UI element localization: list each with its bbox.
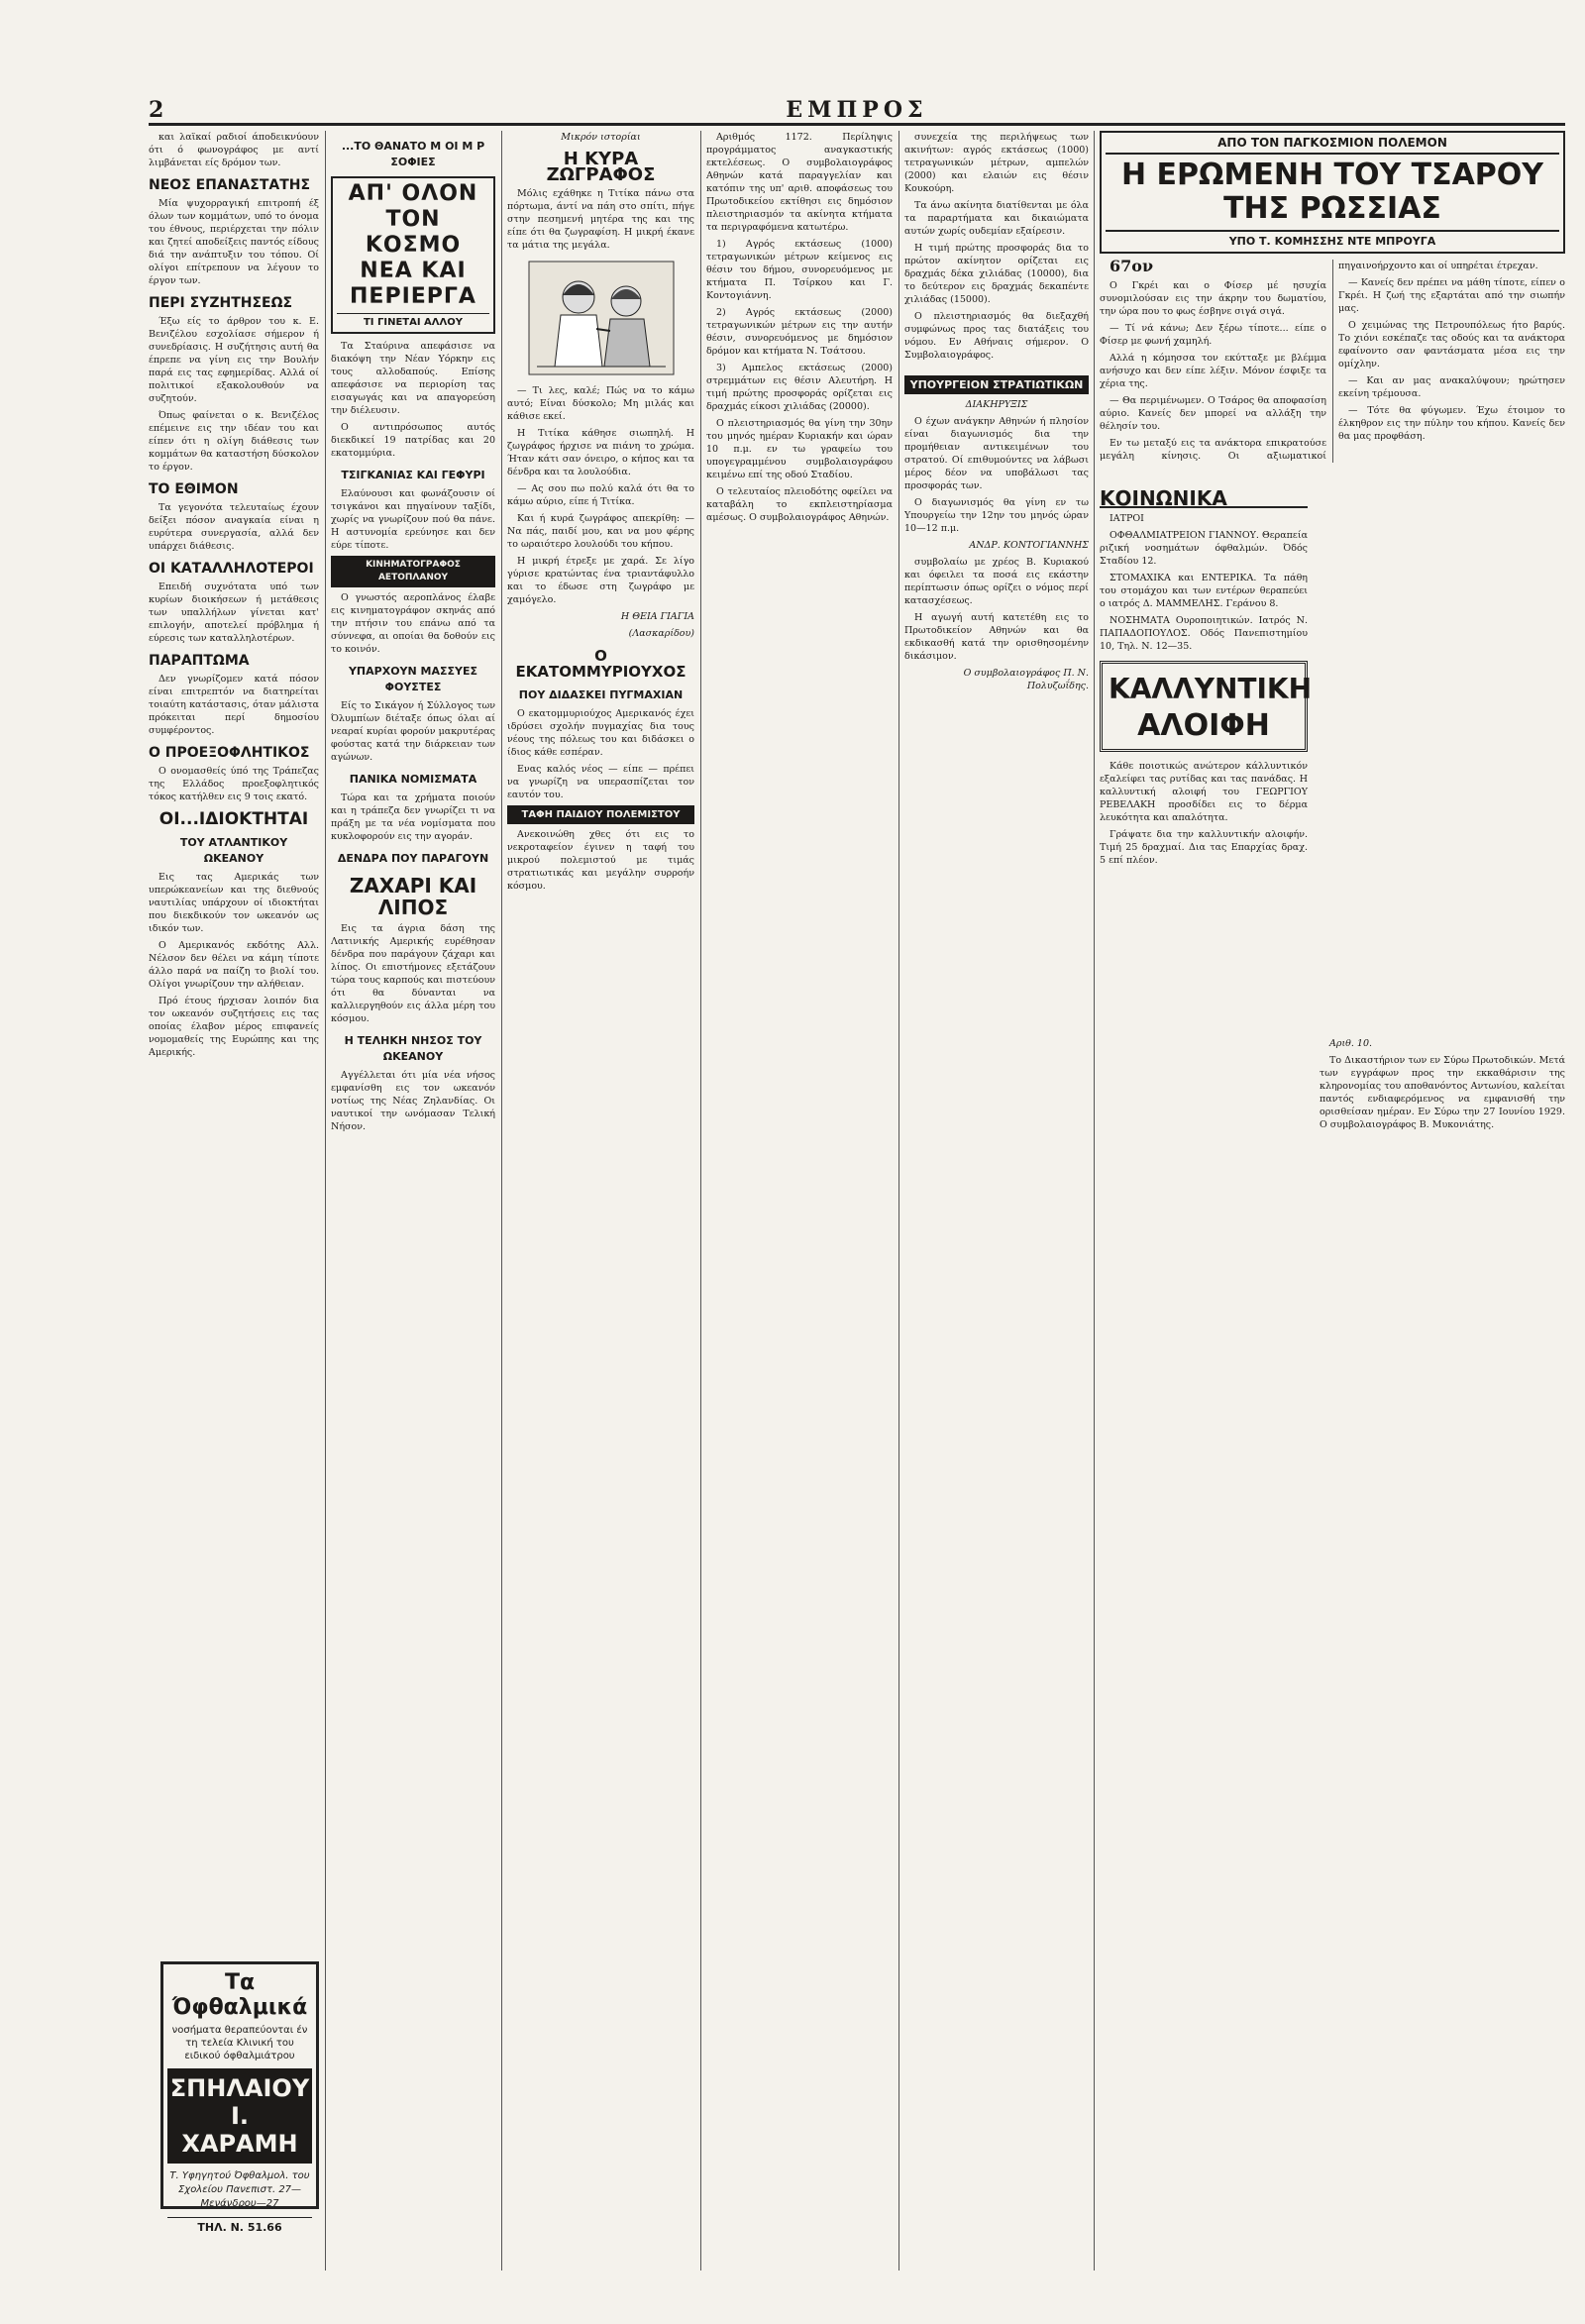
legal-notice-text: Η τιμή πρώτης προσφοράς δια το πρώτον ακίνητον ορίζεται εις δραχμάς δέκα χιλιάδας (10000), δια το δεύτερον εις δραχμάς δεκαπέντε χιλιάδας (15000). [904, 243, 1089, 305]
serial-author: ΥΠΟ Τ. ΚΟΜΗΣΣΗΣ ΝΤΕ ΜΠΡΟΥΓΑ [1106, 230, 1559, 248]
legal-notice-text: Αριθμός 1172. Περίληψις προγράμματος αναγκαστικής εκτελέσεως. Ο συμβολαιογράφος Αθηνών κατά παραγγελίαν και κατόπιν της υπ' αριθ. αποφάσεως του Πρωτοδικείου εκτίθησι εις δημόσιον πλειστηριασμόν τα ακίνητα κτήματα τα περιγραφόμενα κατωτέρω. [706, 132, 893, 233]
doctor-notice: ΝΟΣΗΜΑΤΑ Ουροποιητικών. Ιατρός Ν. ΠΑΠΑΔΟΠΟΥΛΟΣ. Οδός Πανεπιστημίου 10, Τηλ. Ν. 12—35. [1100, 615, 1308, 652]
page-number: 2 [149, 97, 164, 123]
doctor-notice: ΣΤΟΜΑΧΙΚΑ και ΕΝΤΕΡΙΚΑ. Τα πάθη του στομάχου και των εντέρων θεραπεύει ο ιατρός Δ. ΜΑΜΜΕΛΗΣ. Γεράνου 8. [1100, 573, 1308, 609]
masthead [149, 97, 1565, 126]
article-text: Και ή κυρά ζωγράφος απεκρίθη: — Να πάς, παιδί μου, και να μου φέρης το ωραιότερο λουλούδι του κήπου. [507, 513, 694, 550]
headline: ΟΙ...ΙΔΙΟΚΤΗΤΑΙ [158, 809, 309, 829]
legal-notice-text: 2) Αγρός εκτάσεως (2000) τετραγωνικών μέτρων εις την αυτήν θέσιν, συνορευόμενος με δημόσιον δρόμον και κτήματα Ν. Τσάτσου. [706, 307, 893, 357]
section-kicker: Μικρόν ιστορίαι [561, 132, 641, 143]
headline: ΔΕΝΔΡΑ ΠΟΥ ΠΑΡΑΓΟΥΝ [337, 852, 489, 865]
headline: ΤΟ ΕΘΙΜΟΝ [149, 481, 239, 497]
article-text: Εις τας Αμερικάς των υπερώκεανείων και της διεθνούς ναυτιλίας υπάρχουν οί ιδιοκτήται που διεκδικούν τον ωκεανόν ως ιδικόν των. [149, 872, 319, 934]
serial-text: Ο χειμώνας της Πετρουπόλεως ήτο βαρύς. Το χιόνι εσκέπαζε τας οδούς και τα ανάκτορα εφαίνοντο σαν φαντάσματα μέσα εις την ομίχλην. [1338, 320, 1565, 370]
article-text: Έξω είς το άρθρον του κ. Ε. Βενιζέλου εσχολίασε σήμερον ή συνεδρίασις. Η συζήτησις αυτή θα έπρεπε να γίνη εις την Βουλήν παρά εις τας εφημερίδας. Αλλά οί πολιτικοί εξακολουθούν να συζητούν. [149, 316, 319, 404]
section-banner: ΤΑΦΗ ΠΑΙΔΙΟΥ ΠΟΛΕΜΙΣΤΟΥ [507, 805, 694, 824]
legal-notice-text: Ο έχων ανάγκην Αθηνών ή πλησίον είναι διαγωνισμός δια την προμήθειαν αντικειμένων του στρατού. Οί επιθυμούντες να λάβωσι μέρος δέον να υποβάλωσι τας προσφοράς των. [904, 416, 1089, 491]
article-text: — Τι λες, καλέ; Πώς να το κάμω αυτό; Είναι δύσκολο; Μη μιλάς και κάθισε εκεί. [507, 385, 694, 422]
ad-text: νοσήματα θεραπεύονται έν τη τελεία Κλινική του ειδικού όφθαλμιάτρου [171, 2025, 308, 2061]
news-box-title: ΑΠ' ΟΛΟΝ ΤΟΝ ΚΟΣΜΟ ΝΕΑ ΚΑΙ ΠΕΡΙΕΡΓΑ [348, 181, 478, 309]
article-text: Μία ψυχορραγική επιτροπή έξ όλων των κομμάτων, υπό το όνομα του έθνους, περιέρχεται την πόλιν και ζητεί αποδείξεις παντός είδους διά την ανάπτυξιν του τόπου. Οί ολίγοι επίτρεπουν να λέγουν το έργον των. [149, 198, 319, 286]
subheading: ΔΙΑΚΗΡΥΞΙΣ [965, 399, 1028, 410]
article-text: Μόλις εχάθηκε η Τιτίκα πάνω στα πόρτωμα, άντί να πάη στο σπίτι, πήγε στην πεσημενή μητέρα της και της είπε ότι θα ζωγραφίση. Η μικρή έκανε τα μάτια της μεγάλα. [507, 188, 694, 251]
serial-text: Εν τω μεταξύ εις τα ανάκτορα επικρατούσε μεγάλη κίνησις. Οι αξιωματικοί πηγαινοήρχοντο και οί υπηρέται έτρεχαν. [1100, 261, 1538, 462]
headline: ΝΕΟΣ ΕΠΑΝΑΣΤΑΤΗΣ [149, 177, 311, 193]
notice-column [1320, 482, 1565, 1135]
column-rule [325, 131, 326, 2271]
column-rule [1094, 131, 1095, 2271]
article-text: Επειδή συχνότατα υπό των κυρίων διοικήσεων ή μετάθεσις των υπαλλήλων γίνεται κατ' επιλογήν, αποτελεί πρόβλημα ή εύρεσις των καταλληλοτέρων. [149, 581, 319, 644]
column-rule [700, 131, 701, 2271]
article-text: Ο Αμερικανός εκδότης Αλλ. Νέλσον δεν θέλει να κάμη τίποτε άλλο παρά να παίζη το βιολί του. Ολίγοι γνωρίζουν την αλήθειαν. [149, 940, 319, 990]
author-signature-source: (Λασκαρίδου) [628, 628, 694, 639]
column-rule [898, 131, 899, 2271]
headline: Ο ΕΚΑΤΟΜΜΥΡΙΟΥΧΟΣ [515, 647, 687, 681]
section-banner: ΚΙΝΗΜΑΤΟΓΡΑΦΟΣ ΑΕΤΟΠΛΑΝΟΥ [331, 556, 495, 587]
article-text: Δεν γνωρίζομεν κατά πόσον είναι επιτρεπτόν να διατηρείται τοιαύτη κατάστασις, όταν μάλιστα πρόκειται περί δημοσίου συμφέροντος. [149, 674, 319, 736]
legal-notice-text: Το Δικαστήριον των εν Σύρω Πρωτοδικών. Μετά των εγγράφων προς την εκκαθάρισιν της κληρονομίας του αποθανόντος Αντωνίου, καλείται παντός ενδιαφερόμενος να εμφανισθή την ορισθείσαν ημέραν. Εν Σύρω την 27 Ιουνίου 1929. Ο συμβολαιογράφος Β. Μυκονιάτης. [1320, 1055, 1565, 1130]
serial-text: Ο Γκρέι και ο Φίσερ μέ ησυχία συνομιλούσαν εις την άκρην του δωματίου, την ώρα που το φως έσβηνε σιγά σιγά. [1100, 280, 1326, 317]
article-text: Αγγέλλεται ότι μία νέα νήσος εμφανίσθη εις τον ωκεανόν νοτίως της Νέας Ζηλανδίας. Οι ναυτικοί την ωνόμασαν Τελική Νήσον. [331, 1070, 495, 1132]
newspaper-title: ΕΜΠΡΟΣ [786, 97, 928, 123]
legal-notice-text: Ο διαγωνισμός θα γίνη εν τω Υπουργείω την 12ην του μηνός ώραν 10—12 π.μ. [904, 497, 1089, 534]
headline: Η ΚΥΡΑ ΖΩΓΡΑΦΟΣ [546, 149, 656, 185]
serial-text: — Τί νά κάνω; Δεν ξέρω τίποτε... είπε ο Φίσερ με φωνή χαμηλή. [1100, 323, 1326, 347]
doctor-notice: ΟΦΘΑΛΜΙΑΤΡΕΙΟΝ ΓΙΑΝΝΟΥ. Θεραπεία ριζική νοσημάτων όφθαλμών. Όδός Σταδίου 12. [1100, 530, 1308, 567]
serial-text: — Τότε θα φύγωμεν. Έχω έτοιμον το έλκηθρον εις την πύλην του κήπου. Κανείς δεν θα μας προφθάση. [1338, 405, 1565, 442]
article-text: Τα Σταύρινα απεφάσισε να διακόψη την Νέαν Υόρκην εις τους αλλοδαπούς. Επίσης απεφάσισε να περιορίση τας εισαγωγάς και να απαγορεύση την διέλευσιν. [331, 341, 495, 416]
notice-signature: Ο συμβολαιογράφος Π. Ν. Πολυζωΐδης. [963, 668, 1089, 691]
article-text: Η μικρή έτρεξε με χαρά. Σε λίγο γύρισε κρατώντας ένα τριαντάφυλλο και το έδωσε στη ζωγράφο με χαμόγελο. [507, 556, 694, 605]
column-3 [507, 131, 694, 2261]
serial-text: — Και αν μας ανακαλύψουν; ηρώτησεν εκείνη τρέμουσα. [1338, 375, 1565, 399]
article-text: Ο εκατομμυριούχος Αμερικανός έχει ιδρύσει σχολήν πυγμαχίας δια τους νέους της πόλεως του και διδάσκει ο ίδιος κάθε εσπέραν. [507, 708, 694, 758]
article-text: Τα γεγονότα τελευταίως έχουν δείξει πόσον αναγκαία είναι η ευρύτερα συνεργασία, αλλά δεν υπάρχει διάθεσις. [149, 502, 319, 552]
article-text: Ο ονομασθείς ύπό της Τράπεζας της Ελλάδος προεξοφλητικός τόκος κατήλθεν εις 9 τοις εκατό. [149, 766, 319, 802]
headline: ΥΠΑΡΧΟΥΝ ΜΑΣΣΥΕΣ ΦΟΥΣΤΕΣ [348, 665, 478, 693]
headline: ΠΑΡΑΠΤΩΜΑ [149, 653, 250, 669]
article-text: Ο αντιπρόσωπος αυτός διεκδικεί 19 πατρίδας και 20 εκατομμύρια. [331, 422, 495, 459]
column-6 [1100, 131, 1565, 2261]
serial-kicker: ΑΠΟ ΤΟΝ ΠΑΓΚΟΣΜΙΟΝ ΠΟΛΕΜΟΝ [1106, 137, 1559, 155]
column-4 [706, 131, 893, 2261]
serial-header [1100, 131, 1565, 254]
article-text: — Ας σου πω πολύ καλά ότι θα το κάμω αύριο, είπε ή Τιτίκα. [507, 483, 694, 507]
article-text: Εις τα άγρια δάση της Λατινικής Αμερικής ευρέθησαν δένδρα που παράγουν ζάχαρι και λίπος. Οι επιστήμονες εξετάζουν τώρα τους καρπούς και πιστεύουν ότι θα δύνανται να καλλιεργηθούν εις άλλα μέρη του κόσμου. [331, 923, 495, 1024]
social-column [1100, 482, 1313, 1135]
serial-text: Αλλά η κόμησσα τον εκύτταξε με βλέμμα ανήσυχο και δεν είπε λέξιν. Μόνον έσφιξε τα χέρια της. [1100, 353, 1326, 389]
article-text: Η Τιτίκα κάθησε σιωπηλή. Η ζωγράφος ήρχισε να πιάνη το χρώμα. Ήταν κάτι σαν όνειρο, ο κήπος και τα δένδρα και τα λουλούδια. [507, 428, 694, 477]
section-heading: ΚΟΙΝΩΝΙΚΑ [1100, 490, 1308, 508]
ad-heading: Τα Όφθαλμικά [171, 1970, 308, 2020]
column-5 [904, 131, 1089, 2261]
legal-notice-text: συνεχεία της περιλήψεως των ακινήτων: αγρός εκτάσεως (1000) τετραγωνικών μέτρων, αμπελών (2000) και ελαιών εις θέσιν Κουκούρη. [904, 132, 1089, 194]
legal-notice-text: 1) Αγρός εκτάσεως (1000) τετραγωνικών μέτρων κείμενος εις θέσιν του δήμου, συνορευόμενος με κτήματα Π. Τσίρκου και Γ. Κοντογιάννη. [706, 239, 893, 301]
article-text: Είς το Σικάγον ή Σύλλογος των Όλυμπίων διέταξε όπως όλαι αί νεαραί κυρίαι φορούν μακρυτέρας φούστας κατά την διάρκειαν των αγώνων. [331, 700, 495, 763]
article-text: Τώρα και τα χρήματα ποιούν και η τράπεζα δεν γνωρίζει τι να πράξη με τα νέα νομίσματα που κυκλοφορούν εις την αγοράν. [331, 792, 495, 842]
author-signature: Η ΘΕΙΑ ΓΙΑΓΙΑ [620, 611, 694, 622]
ad-text: Γράψατε δια την καλλυντικήν αλοιφήν. Τιμή 25 δραχμαί. Δια τας Επαρχίας δραχ. 5 επί πλέον. [1100, 829, 1308, 866]
ad-title: ΑΛΟΙΦΗ [1137, 708, 1270, 743]
legal-notice-text: συμβολαίω με χρέος Β. Κυριακού και όφειλει τα ποσά εις εκάστην περίπτωσιν όπως ορίζει ο νόμος περί κατασχέσεως. [904, 557, 1089, 606]
article-text: Πρό έτους ήρχισαν λοιπόν δια τον ωκεανόν συζητήσεις εις τας οποίας έλαβον μέρος επιφανείς νομομαθείς της Ευρώπης και της Αμερικής. [149, 996, 319, 1058]
headline: ΟΙ ΚΑΤΑΛΛΗΛΟΤΕΡΟΙ [149, 561, 314, 577]
news-box [331, 176, 495, 334]
article-text: Ο γνωστός αεροπλάνος έλαβε εις κινηματογράφον σκηνάς από την πτήσιν του επάνω από τα σύννεφα, αι οποίαι θα δοθούν εις το κοινόν. [331, 592, 495, 655]
legal-notice-text: Η αγωγή αυτή κατετέθη εις το Πρωτοδικείον Αθηνών και θα εκδικασθή κατά την ορισθησομένην δικάσιμον. [904, 612, 1089, 662]
notice-number: Αριθ. 10. [1329, 1038, 1373, 1049]
children-illustration [507, 260, 694, 376]
column-2 [331, 131, 495, 2261]
legal-notice-text: Τα άνω ακίνητα διατίθενται με όλα τα παραρτήματα και δικαιώματα αυτών χωρίς ουδεμίαν εξαίρεσιν. [904, 200, 1089, 237]
article-text: Όπως φαίνεται ο κ. Βενιζέλος επέμεινε εις την ιδέαν του και είπεν ότι η ολίγη διάθεσις των κομμάτων θα καταστήση δύσκολον το έργον. [149, 410, 319, 473]
subheading: ΙΑΤΡΟΙ [1110, 513, 1144, 524]
headline: ...ΤΟ ΘΑΝΑΤΟ Μ ΟΙ Μ Ρ ΣΟΦΙΕΣ [341, 140, 485, 168]
ad-title: ΚΑΛΛΥΝΤΙΚΗ [1109, 673, 1313, 705]
headline-sub: ΤΟΥ ΑΤΛΑΝΤΙΚΟΥ ΩΚΕΑΝΟΥ [179, 836, 288, 865]
headline: Η ΤΕΛΗΚΗ ΝΗΣΟΣ ΤΟΥ ΩΚΕΑΝΟΥ [344, 1034, 482, 1063]
serial-body [1100, 257, 1565, 463]
headline: ΖΑΧΑΡΙ ΚΑΙ ΛΙΠΟΣ [349, 874, 477, 919]
lower-section [1100, 482, 1565, 1135]
headline: ΤΣΙΓΚΑΝΙΑΣ ΚΑΙ ΓΕΦΥΡΙ [341, 469, 485, 481]
legal-notice-text: 3) Αμπελος εκτάσεως (2000) στρεμμάτων εις θέσιν Αλευτήρη. Η τιμή πρώτης προσφοράς ορίζεται εις δραχμάς είκοσι χιλιάδας (20000). [706, 363, 893, 412]
legal-notice-text: Ο πλειστηριασμός θα γίνη την 30ην του μηνός ημέραν Κυριακήν και ώραν 10 π.μ. εν τω γραφείω του υπογεγραμμένου συμβολαιογράφου κειμένω επί της οδού Σταδίου. [706, 418, 893, 480]
ad-phone: ΤΗΛ. Ν. 51.66 [167, 2217, 312, 2234]
ad-text: Κάθε ποιοτικώς ανώτερον κάλλυντικόν εξαλείφει τας ρυτίδας και τας πανάδας. Η καλλυντική αλοιφή του ΓΕΩΡΓΙΟΥ ΡΕΒΕΛΑΚΗ προσδίδει εις το δέρμα λευκότητα και απαλότητα. [1100, 761, 1308, 823]
ad-name: ΣΠΗΛΑΙΟΥ Ι. ΧΑΡΑΜΗ [167, 2068, 312, 2164]
illustration-svg [527, 260, 676, 376]
notice-signature: ΑΝΔΡ. ΚΟΝΤΟΓΙΑΝΝΗΣ [969, 540, 1089, 551]
serial-title: Η ΕΡΩΜΕΝΗ ΤΟΥ ΤΣΑΡΟΥ ΤΗΣ ΡΩΣΣΙΑΣ [1120, 158, 1544, 226]
legal-notice-text: Ο πλειστηριασμός θα διεξαχθή συμφώνως προς τας διατάξεις του νόμου. Εν Αθήναις σήμερον. Ο Συμβολαιογράφος. [904, 311, 1089, 361]
cosmetic-ointment-ad [1100, 661, 1313, 752]
article-text: Ελαύνουσι και φωνάζουσιν οί τσιγκάνοι και πηγαίνουν ταξίδι, χωρίς να γνωρίζουν πού θα πάνε. Η αστυνομία ερεύνησε και δεν εύρε τίποτε. [331, 488, 495, 551]
headline-sub: ΠΟΥ ΔΙΔΑΣΚΕΙ ΠΥΓΜΑΧΙΑΝ [518, 688, 684, 701]
article-text: και λαϊκαί ραδιοί άποδεικνύουν ότι ό φωνογράφος με αντί λιμβάνεται είς δρόμον των. [149, 132, 319, 168]
headline: Ο ΠΡΟΕΞΟΦΛΗΤΙΚΟΣ [149, 745, 310, 761]
headline: ΠΕΡΙ ΣΥΖΗΤΗΣΕΩΣ [149, 295, 293, 311]
serial-text: — Κανείς δεν πρέπει να μάθη τίποτε, είπεν ο Γκρέι. Η ζωή της εξαρτάται από την σιωπήν μας. [1338, 277, 1565, 314]
installment-number: 67ον [1110, 257, 1154, 275]
news-box-subtitle: ΤΙ ΓΙΝΕΤΑΙ ΑΛΛΟΥ [337, 313, 489, 329]
ad-address: Τ. Υφηγητού Όφθαλμολ. του Σχολείου Πανεπιστ. 27—Μενάνδρου—27 [169, 2170, 310, 2209]
headline: ΠΑΝΙΚΑ ΝΟΜΙΣΜΑΤΑ [349, 773, 477, 786]
column-rule [501, 131, 502, 2271]
article-text: Ανεκοινώθη χθες ότι εις το νεκροταφείον έγινεν η ταφή του μικρού πολεμιστού με τιμάς στρατιωτικάς και μεγάλην συρροήν κόσμου. [507, 829, 694, 892]
eye-clinic-ad [160, 1961, 319, 2234]
column-1 [149, 131, 319, 1944]
serial-text: — Θα περιμένωμεν. Ο Τσάρος θα αποφασίση αύριο. Κανείς δεν μπορεί να αλλάξη την θέλησίν του. [1100, 395, 1326, 432]
section-banner: ΥΠΟΥΡΓΕΙΟΝ ΣΤΡΑΤΙΩΤΙΚΩΝ [904, 375, 1089, 394]
article-text: Ενας καλός νέος — είπε — πρέπει να γνωρίζη να υπερασπίζεται τον εαυτόν του. [507, 764, 694, 800]
legal-notice-text: Ο τελευταίος πλειοδότης οφείλει να καταβάλη το εκπλειστηρίασμα αμέσως. Ο συμβολαιογράφος Αθηνών. [706, 486, 893, 523]
